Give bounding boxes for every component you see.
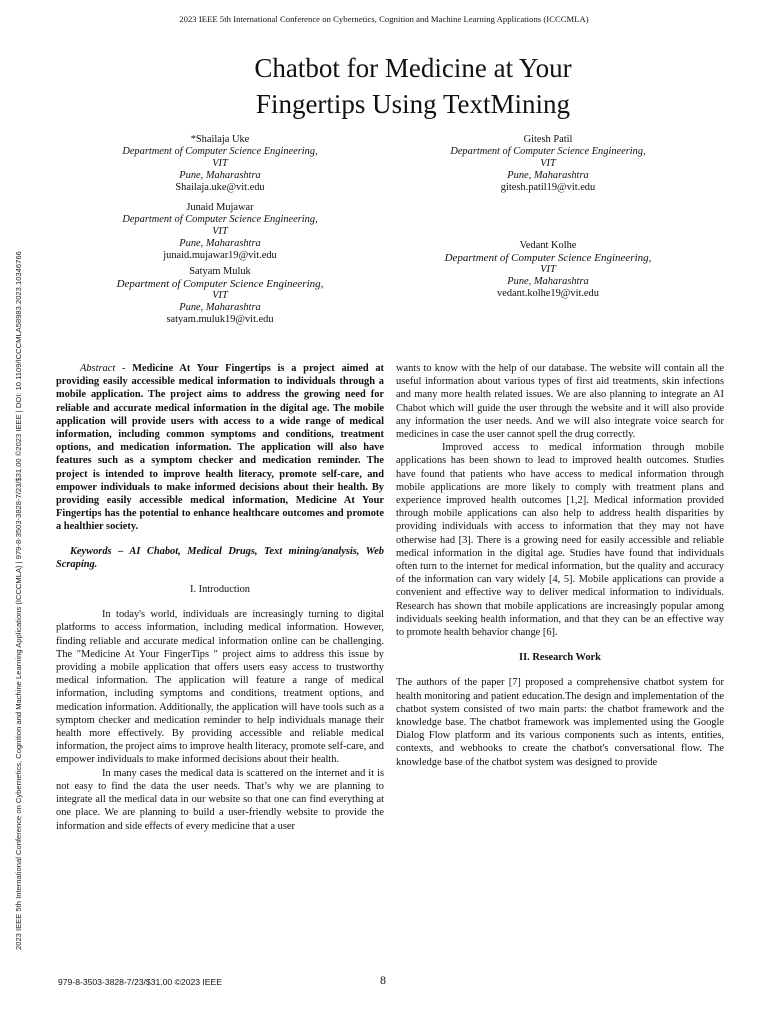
abstract — [56, 362, 384, 534]
author-inst: VIT — [212, 158, 228, 169]
page-number: 8 — [380, 973, 386, 987]
research-paragraph-1: The authors of the paper [7] proposed a comprehensive chatbot system for health monitoring and patient education.The design and implementation of the chatbot system consisted of two main parts: the chatbot framework and the knowledge base. The chatbot framework was implemented using the Google Dialog Flow platform and its various components such as intents, entities, contexts, and webhooks to create the chatbot's conversational flow. The knowledge base of the chatbot system was designed to provide — [396, 677, 724, 768]
author-city: Pune, Maharashtra — [179, 302, 261, 313]
author-city: Pune, Maharashtra — [507, 170, 589, 181]
author-name: Vedant Kolhe — [519, 240, 577, 251]
section-heading-introduction: I. Introduction — [189, 584, 251, 596]
author-name: Gitesh Patil — [523, 134, 573, 145]
author-block-3 — [90, 266, 350, 326]
author-city: Pune, Maharashtra — [179, 238, 261, 249]
author-block-1 — [90, 134, 350, 194]
conference-header: 2023 IEEE 5th International Conference on Cybernetics, Cognition and Machine Learning Applications (ICCCMLA) — [179, 14, 589, 24]
author-block-5 — [418, 240, 678, 300]
author-block-2 — [90, 202, 350, 262]
author-dept: Department of Computer Science Engineering, — [116, 278, 324, 290]
side-margin-doi: 2023 IEEE 5th International Conference on Cybernetics, Cognition and Machine Learning Applications (ICCCMLA) | 979-8-3503-3828-7/23/$31.00 ©2023 IEEE | DOI: 10.1109/ICCCMLA58983.2023.10346766 — [14, 251, 23, 950]
right-paragraph-2: Improved access to medical information through mobile applications has been shown to lead to improved health outcomes. Studies have found that patients who have access to medical information through mobile applications are more likely to comply with treatment plans and experience improved health outcomes [1,2]. Medical information provided through mobile applications can also help to address health disparities by providing individuals with access to information that they may not have otherwise had [3]. There is a growing need for easily accessible and reliable medical information in the digital age. Studies have found that individuals often turn to the internet for medical information, but the quality and accuracy of the information can vary widely [4, 5]. Mobile applications can provide a convenient and effective way to deliver medical information to individuals. Research has shown that mobile applications are increasingly popular among individuals seeking health information, and that they can be an effective way to promote health behavior change [6]. — [396, 442, 724, 639]
author-email: junaid.mujawar19@vit.edu — [163, 250, 277, 261]
author-email: satyam.muluk19@vit.edu — [166, 314, 274, 325]
author-dept: Department of Computer Science Engineering, — [122, 146, 318, 157]
author-inst: VIT — [212, 290, 228, 301]
author-city: Pune, Maharashtra — [179, 170, 261, 181]
paper-title — [150, 50, 676, 122]
right-column — [396, 362, 724, 769]
title-line-1: Chatbot for Medicine at Your — [254, 53, 572, 83]
intro-paragraph-2: In many cases the medical data is scattered on the internet and it is not easy to find the data the user needs. That’s why we are planning to integrate all the medical data in our website so that one can find everything at one place. We are planning to build a user-friendly website to provide the information and side effects of every medicine that a user — [56, 767, 384, 832]
section-heading-research-work: II. Research Work — [519, 652, 601, 664]
abstract-label: Abstract - — [80, 363, 126, 374]
author-inst: VIT — [540, 158, 556, 169]
author-dept: Department of Computer Science Engineering, — [450, 146, 646, 157]
author-dept: Department of Computer Science Engineering, — [122, 214, 318, 225]
abstract-text: Medicine At Your Fingertips is a project aimed at providing easily accessible medical information to individuals through a mobile application. The project aims to address the growing need for reliable and accurate medical information in the digital age. The mobile application will provide users with access to a wide range of medical information, including common symptoms and conditions, treatment options, and medication information. The application will also have features such as a symptom checker and medication reminder. The project is intended to improve health literacy, promote self-care, and empower individuals to make informed decisions about their health. By providing easily accessible medical information, Medicine At Your Fingertips has the potential to enhance healthcare outcomes and promote a healthier society. — [56, 363, 385, 533]
intro-paragraph-1: In today's world, individuals are increasingly turning to digital platforms to access information, including medical information. However, finding reliable and accurate medical information online can be challenging. The "Medicine At Your FingerTips " project aims to address this issue by providing a mobile application that offers users easy access to trustworthy medical information. The application will feature a range of medical information, including symptoms and conditions, treatment options, and medication information. Additionally, the application will have tools such as a symptom checker and medication reminder to help individuals manage their health more effectively. By providing accessible and reliable medical information, the project aims to improve health literacy, promote self-care, and empower individuals to make informed decisions about their health. — [56, 609, 384, 766]
left-column — [56, 362, 384, 833]
author-block-4 — [418, 134, 678, 194]
author-email: gitesh.patil19@vit.edu — [500, 182, 596, 193]
author-email: Shailaja.uke@vit.edu — [175, 182, 265, 193]
author-city: Pune, Maharashtra — [507, 276, 589, 287]
author-name: *Shailaja Uke — [190, 134, 250, 145]
footer-copyright: 979-8-3503-3828-7/23/$31.00 ©2023 IEEE — [58, 977, 223, 987]
author-dept: Department of Computer Science Engineering, — [444, 252, 652, 264]
right-paragraph-1: wants to know with the help of our database. The website will contain all the useful information about various types of first aid treatments, skin infections and many more health related issues. We are also planning to integrate an AI Chabot which will guide the user through the website and it will also provide any information the user needs. And we will also integrate voice search for medicines in case the user cannot spell the drug correctly. — [396, 363, 724, 441]
title-line-2: Fingertips Using TextMining — [255, 89, 571, 119]
author-name: Satyam Muluk — [189, 266, 251, 277]
author-email: vedant.kolhe19@vit.edu — [497, 288, 599, 299]
author-inst: VIT — [212, 226, 228, 237]
author-name: Junaid Mujawar — [186, 202, 254, 213]
keywords: Keywords – AI Chabot, Medical Drugs, Text mining/analysis, Web Scraping. — [56, 545, 384, 570]
author-inst: VIT — [540, 264, 556, 275]
